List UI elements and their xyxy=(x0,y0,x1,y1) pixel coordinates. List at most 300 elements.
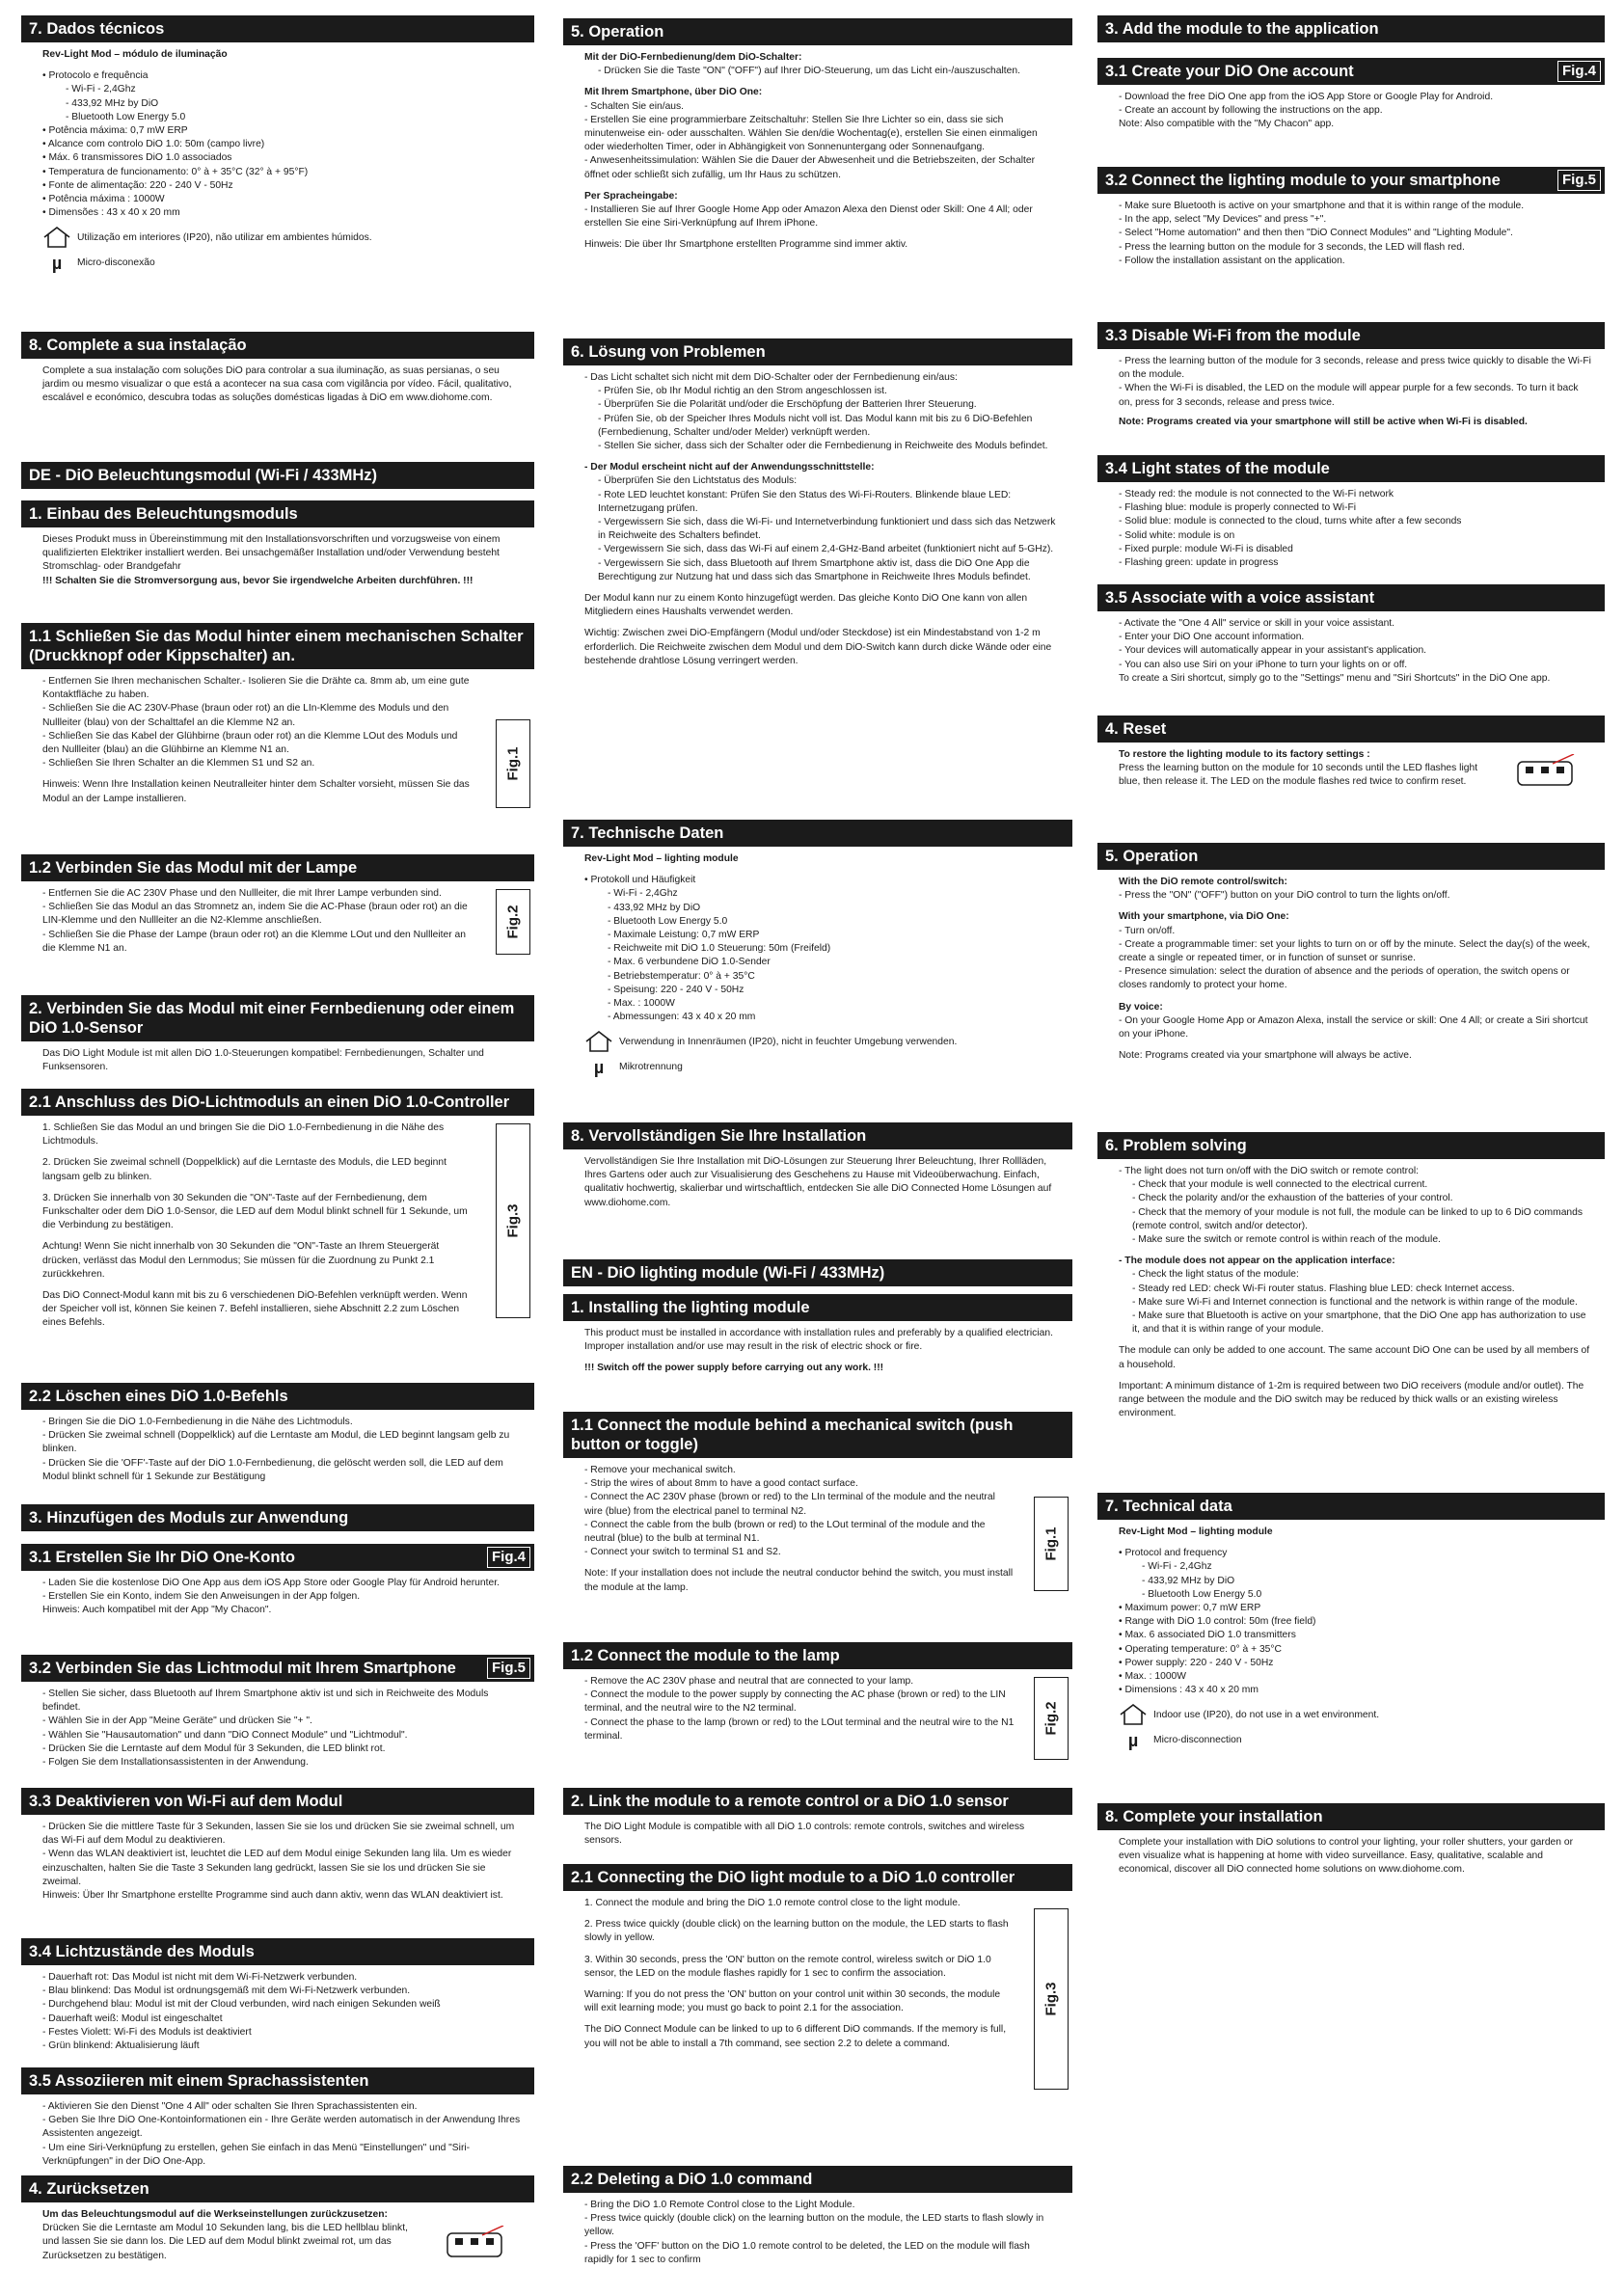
list-item: - Speisung: 220 - 240 V - 50Hz xyxy=(608,984,744,995)
de-h34: 3.4 Lichtzustände des Moduls xyxy=(21,1938,534,1965)
de-product: Rev-Light Mod – lighting module xyxy=(584,853,739,864)
en-s5-t1: With the DiO remote control/switch: xyxy=(1119,877,1287,887)
en-section-4 xyxy=(1097,716,1605,797)
de-s12-list xyxy=(42,887,476,956)
de-s4-title: Um das Beleuchtungsmodul auf die Werkseinstellungen zurückzusetzen: xyxy=(42,2209,388,2220)
de-h35: 3.5 Assoziieren mit einem Sprachassistenten xyxy=(21,2067,534,2094)
list-item: - Schließen Sie das Modul an das Stromnetz an, indem Sie die AC-Phase (braun oder rot) an die LIN-Klemme und den Nullleiter an die N2-Klemme anschließen. xyxy=(42,902,468,927)
de-section-6 xyxy=(563,338,1072,676)
de-s33-list xyxy=(42,1821,521,1903)
list-item: - Activate the "One 4 All" service or skill in your voice assistant. xyxy=(1119,618,1395,629)
list-item: • Dimensões : 43 x 40 x 20 mm xyxy=(42,207,180,219)
list-item: • Protocol and frequency xyxy=(1119,1548,1228,1559)
en-technical-section xyxy=(1097,1493,1605,1750)
en-main: EN - DiO lighting module (Wi-Fi / 433MHz) xyxy=(563,1259,1072,1286)
list-item: - Max. 6 verbundene DiO 1.0-Sender xyxy=(608,957,771,968)
list-item: - Prüfen Sie, ob der Speicher Ihres Moduls nicht voll ist. Das Modul kann mit bis zu 6 DiO-Befehlen (Fernbedienung, Schalter und/oder Melder) verknüpft werden. xyxy=(598,413,1033,438)
list-item: • Temperatura de funcionamento: 0° à + 35°C (32° à + 95°F) xyxy=(42,166,309,177)
en-section-1-1 xyxy=(563,1412,1072,1603)
list-item: - Flashing green: update in progress xyxy=(1119,557,1279,569)
de-h33: 3.3 Deaktivieren von Wi-Fi auf dem Modul xyxy=(21,1788,534,1815)
list-item: • Protokoll und Häufigkeit xyxy=(584,875,696,886)
pt-technical-section xyxy=(21,15,534,273)
en-s6b: - The module does not appear on the application interface: xyxy=(1119,1256,1395,1267)
pt-micro-row xyxy=(42,253,521,273)
list-item: - You can also use Siri on your iPhone to turn your lights on or off. xyxy=(1119,659,1408,670)
en-complete: Complete your installation with DiO solutions to control your lighting, your roller shutters, your garden or even visualize what is happening at home with video surveillance. Easy, qualitative, scalable and economical, discover all DiO connected home solutions on www.diohome.com. xyxy=(1119,1837,1574,1876)
list-item: - Connect the module to the power supply by connecting the AC phase (brown or red) to the LIN terminal, and the neutral wire to the N2 terminal. xyxy=(584,1689,1006,1715)
list-item: - Maximale Leistung: 0,7 mW ERP xyxy=(608,930,760,941)
de-h21: 2.1 Anschluss des DiO-Lichtmoduls an einen DiO 1.0-Controller xyxy=(21,1089,534,1116)
en-p1: This product must be installed in accordance with installation rules and preferably by a qualified electrician. Improper installation and/or use may result in the risk of electric shock or fire. xyxy=(584,1328,1053,1353)
list-item: - Abmessungen: 43 x 40 x 20 mm xyxy=(608,1012,756,1023)
en-product: Rev-Light Mod – lighting module xyxy=(1119,1526,1273,1537)
en-h22: 2.2 Deleting a DiO 1.0 command xyxy=(563,2166,1072,2193)
en-section-3-2 xyxy=(1097,167,1605,268)
de-technical-section xyxy=(563,820,1072,1077)
en-complete-section xyxy=(1097,1803,1605,1885)
en-h31-bar xyxy=(1097,58,1605,85)
pt-h8: 8. Complete a sua instalação xyxy=(21,332,534,359)
de-h31-bar xyxy=(21,1544,534,1571)
list-item: - In the app, select "My Devices" and press "+". xyxy=(1119,214,1327,226)
de-fig4: Fig.4 xyxy=(487,1547,530,1568)
de-s6a-list xyxy=(584,385,1059,453)
list-item: • Alcance com controlo DiO 1.0: 50m (campo livre) xyxy=(42,139,265,150)
list-item: Warning: If you do not press the 'ON' button on your control unit within 30 seconds, the module will exit learning mode; you must go back to point 2.1 for the association. xyxy=(584,1989,1001,2014)
module-reset-icon xyxy=(444,2226,505,2260)
de-s5-note: Hinweis: Die über Ihr Smartphone erstellten Programme sind immer aktiv. xyxy=(584,239,908,251)
de-h32: 3.2 Verbinden Sie das Lichtmodul mit Ihrem Smartphone xyxy=(29,1660,456,1677)
list-item: - Schließen Sie die AC 230V-Phase (braun oder rot) an die LIn-Klemme des Moduls und den Nullleiter (blau) von der Schalttafel an die Klemme N2 an. xyxy=(42,703,449,728)
en-h11: 1.1 Connect the module behind a mechanical switch (push button or toggle) xyxy=(563,1412,1072,1458)
list-item: - Press the 'OFF' button on the DiO 1.0 remote control to be deleted, the LED on the module will flash rapidly for 1 sec to confirm xyxy=(584,2240,1030,2265)
de-section-4 xyxy=(21,2175,534,2271)
en-h6: 6. Problem solving xyxy=(1097,1132,1605,1159)
fig1-box: Fig.1 xyxy=(496,719,530,808)
list-item: - Strip the wires of about 8mm to have a good contact surface. xyxy=(584,1478,858,1490)
en-s6a-list xyxy=(1119,1178,1591,1247)
list-item: • Max. 6 associated DiO 1.0 transmitters xyxy=(1119,1630,1296,1641)
list-item: • Range with DiO 1.0 control: 50m (free field) xyxy=(1119,1616,1316,1628)
de-micro-row xyxy=(584,1057,1059,1077)
list-item: - Festes Violett: Wi-Fi des Moduls ist deaktiviert xyxy=(42,2026,252,2038)
list-item: - Schließen Sie das Kabel der Glühbirne (braun oder rot) an die Klemme LOut des Moduls und den Nullleiter (blau) an die Glühbirne an Klemme N1 an. xyxy=(42,730,458,756)
en-p1b: !!! Switch off the power supply before carrying out any work. !!! xyxy=(584,1363,884,1374)
en-indoor: Indoor use (IP20), do not use in a wet environment. xyxy=(1153,1709,1380,1720)
en-s5b-list xyxy=(1119,925,1591,993)
list-item: - 433,92 MHz by DiO xyxy=(1142,1575,1235,1586)
list-item: - Schalten Sie ein/aus. xyxy=(584,100,685,112)
micro-disconnection-icon: µ xyxy=(593,1057,605,1077)
de-s6a: - Das Licht schaltet sich nicht mit dem DiO-Schalter oder der Fernbedienung ein/aus: xyxy=(584,372,958,383)
list-item: - Make sure the switch or remote control is within reach of the module. xyxy=(1132,1234,1441,1246)
de-s34-list xyxy=(42,1971,521,2053)
en-s35-list xyxy=(1119,617,1591,686)
list-item: Das DiO Connect-Modul kann mit bis zu 6 verschiedenen DiO-Befehlen verknüpft werden. Wenn der Speicher voll ist, können Sie keinen 7. Befehl installieren, siehe Abschnitt 2.2 zum Löschen eines Befehls. xyxy=(42,1290,468,1329)
list-item: - Flashing blue: module is properly connected to Wi-Fi xyxy=(1119,502,1357,514)
list-item: - Presence simulation: select the duration of absence and the periods of operation, the switch opens or closes randomly to protect your home. xyxy=(1119,966,1570,991)
list-item: - Create a programmable timer: set your lights to turn on or off by the minute. Select the day(s) of the week, create a single or repeated timer, or in function of sunset or sunrise. xyxy=(1119,938,1590,964)
list-item: - Connect the AC 230V phase (brown or red) to the LIn terminal of the module and the neutral wire (blue) from the electrical panel to terminal N2. xyxy=(584,1492,995,1517)
en-h1: 1. Installing the lighting module xyxy=(563,1294,1072,1321)
de-indoor: Verwendung in Innenräumen (IP20), nicht in feuchter Umgebung verwenden. xyxy=(619,1036,958,1047)
list-item: - Vergewissern Sie sich, dass die Wi-Fi- und Internetverbindung funktioniert und dass sich das Netzwerk in Reichweite des Schalters befindet. xyxy=(598,517,1056,542)
de-indoor-row xyxy=(584,1030,1059,1054)
en-section-1 xyxy=(563,1294,1072,1384)
list-item: - Entfernen Sie Ihren mechanischen Schalter.- Isolieren Sie die Drähte ca. 8mm ab, um eine gute Kontaktfläche zu haben. xyxy=(42,676,470,701)
de-p1: Dieses Produkt muss in Übereinstimmung mit den Installationsvorschriften und vorzugsweise von einem qualifizierten Elektriker installiert werden. Bei unsachgemäßer Installation und/oder Verwendung besteht Stromschlag- oder Brandgefahr xyxy=(42,534,501,573)
list-item: - Bluetooth Low Energy 5.0 xyxy=(1142,1588,1262,1600)
list-item: • Power supply: 220 - 240 V - 50Hz xyxy=(1119,1657,1274,1668)
list-item: - Bring the DiO 1.0 Remote Control close to the Light Module. xyxy=(584,2200,855,2210)
list-item: - Erstellen Sie ein Konto, indem Sie den Anweisungen in der App folgen. xyxy=(42,1591,361,1603)
de-s21-list xyxy=(42,1121,476,1331)
en-h2: 2. Link the module to a remote control or a DiO 1.0 sensor xyxy=(563,1788,1072,1815)
de-s5b-list xyxy=(584,100,1059,182)
en-s33-note: Note: Programs created via your smartphone will still be active when Wi-Fi is disabled. xyxy=(1119,416,1528,427)
list-item: - Make sure that Bluetooth is active on your smartphone, that the DiO One app has authorization to use it, and that it is within range of your module. xyxy=(1132,1310,1586,1336)
de-main: DE - DiO Beleuchtungsmodul (Wi-Fi / 433MHz) xyxy=(21,462,534,489)
de-section-3 xyxy=(21,1504,534,1531)
en-indoor-row xyxy=(1119,1703,1591,1727)
de-h5: 5. Operation xyxy=(563,18,1072,45)
de-s35-list xyxy=(42,2100,521,2169)
list-item: - Laden Sie die kostenlose DiO One App aus dem iOS App Store oder Google Play für Android herunter. xyxy=(42,1578,500,1588)
en-s6d: Important: A minimum distance of 1-2m is required between two DiO receivers (module and/or outlet). The range between the module and the DiO switch may be reduced by thick walls or an existing wireless environment. xyxy=(1119,1380,1584,1419)
en-h3: 3. Add the module to the application xyxy=(1097,15,1605,42)
fig2-box: Fig.2 xyxy=(1034,1677,1069,1760)
de-section-2-1 xyxy=(21,1089,534,1338)
de-micro: Mikrotrennung xyxy=(619,1061,683,1072)
list-item: - Blau blinkend: Das Modul ist ordnungsgemäß mit dem Wi-Fi-Netzwerk verbunden. xyxy=(42,1985,411,1997)
de-s4: Drücken Sie die Lerntaste am Modul 10 Sekunden lang, bis die LED hellblau blinkt, und lassen Sie sie dann los. Die LED auf dem Modul blinkt zweimal rot, um das Zurücksetzen zu bestätigen. xyxy=(42,2223,408,2261)
en-section-2-1 xyxy=(563,1864,1072,2059)
de-s5a: - Drücken Sie die Taste "ON" ("OFF") auf Ihrer DiO-Steuerung, um das Licht ein-/auszuschalten. xyxy=(598,66,1020,77)
list-item: - Wenn das WLAN deaktiviert ist, leuchtet die LED auf dem Modul einige Sekunden lang lila. Um es wieder einzuschalten, halten Sie die Taste 3 Sekunden lang gedrückt, lassen Sie sie los und drücken Sie sie zweimal. xyxy=(42,1849,512,1887)
pt-tech-body xyxy=(21,42,534,273)
de-h31: 3.1 Erstellen Sie Ihr DiO One-Konto xyxy=(29,1549,295,1566)
de-p2: Das DiO Light Module ist mit allen DiO 1.0-Steuerungen kompatibel: Fernbedienungen, Schalter und Funksensoren. xyxy=(42,1048,484,1073)
de-s5-t2: Mit Ihrem Smartphone, über DiO One: xyxy=(584,87,763,98)
list-item: - Entfernen Sie die AC 230V Phase und den Nullleiter, die mit Ihrer Lampe verbunden sind. xyxy=(42,888,442,899)
list-item: - Vergewissern Sie sich, dass Bluetooth auf Ihrem Smartphone aktiv ist, dass die DiO One App die Berechtigung zur Nutzung hat und dass sich das Smartphone in Reichweite Ihres Moduls befindet. xyxy=(598,557,1031,582)
en-p2: The DiO Light Module is compatible with all DiO 1.0 controls: remote controls, switches and wireless sensors. xyxy=(584,1822,1025,1847)
list-item: • Máx. 6 transmissores DiO 1.0 associados xyxy=(42,152,232,164)
list-item: - Wählen Sie in der App "Meine Geräte" und drücken Sie "+ ". xyxy=(42,1715,312,1727)
pt-indoor-row xyxy=(42,226,521,250)
list-item: - Wi-Fi - 2,4Ghz xyxy=(66,84,136,95)
pt-complete: Complete a sua instalação com soluções DiO para controlar a sua iluminação, as suas persianas, o seu jardim ou mesmo visualizar o que está a acontecer na sua casa com vigilância por vídeo. Fácil, qualitativo, escalável e económico, descubra todas as soluções domésticas ligadas à DiO em www.diohome.com. xyxy=(42,365,512,404)
en-section-3-1 xyxy=(1097,58,1605,132)
list-item: - Geben Sie Ihre DiO One-Kontoinformationen ein - Ihre Geräte werden automatisch in der Anwendung Ihres Assistenten angezeigt. xyxy=(42,2115,521,2140)
list-item: - Connect the cable from the bulb (brown or red) to the LOut terminal of the module and the neutral (blue) to the bulb at terminal N1. xyxy=(584,1519,986,1545)
en-s5-t2: With your smartphone, via DiO One: xyxy=(1119,911,1289,923)
list-item: - Überprüfen Sie die Polarität und/oder die Erschöpfung der Batterien Ihrer Steuerung. xyxy=(598,399,977,411)
micro-disconnection-icon: µ xyxy=(51,253,63,273)
list-item: - Drücken Sie die 'OFF'-Taste auf der DiO 1.0-Fernbedienung, die gelöscht werden soll, die LED auf dem Modul blinkt schnell für 1 Sekunde zur Bestätigung xyxy=(42,1457,503,1482)
list-item: - Enter your DiO One account information. xyxy=(1119,632,1305,643)
en-section-3-3 xyxy=(1097,322,1605,437)
list-item: - Steady red LED: check Wi-Fi router status. Flashing blue LED: check Internet access. xyxy=(1132,1283,1515,1294)
list-item: • Maximum power: 0,7 mW ERP xyxy=(1119,1603,1261,1614)
pt-spec-list xyxy=(42,69,521,220)
list-item: - Aktivieren Sie den Dienst "One 4 All" oder schalten Sie Ihren Sprachassistenten ein. xyxy=(42,2101,418,2112)
de-h1: 1. Einbau des Beleuchtungsmoduls xyxy=(21,500,534,527)
de-section-1-2 xyxy=(21,854,534,956)
de-s31-list xyxy=(42,1577,521,1618)
list-item: - Stellen Sie sicher, dass Bluetooth auf Ihrem Smartphone aktiv ist und sich in Reichweite des Moduls befindet. xyxy=(42,1688,489,1714)
de-s11-note: Hinweis: Wenn Ihre Installation keinen Neutralleiter hinter dem Schalter vorsieht, müssen Sie das Modul an der Lampe installieren. xyxy=(42,779,470,804)
de-section-2-2 xyxy=(21,1383,534,1484)
list-item: - Make sure Wi-Fi and Internet connection is functional and the network is within range of the module. xyxy=(1132,1296,1578,1308)
list-item: The DiO Connect Module can be linked to up to 6 different DiO commands. If the memory is full, you will not be able to install a 7th command, see section 2.2 to delete a command. xyxy=(584,2024,1007,2049)
list-item: Achtung! Wenn Sie nicht innerhalb von 30 Sekunden die "ON"-Taste an Ihrem Steuergerät drücken, verlässt das Modul den Lernmodus; Sie müssen für die Zuordnung zu Punkt 2.1 zurückkehren. xyxy=(42,1241,440,1280)
en-h21: 2.1 Connecting the DiO light module to a DiO 1.0 controller xyxy=(563,1864,1072,1891)
list-item: - Folgen Sie dem Installationsassistenten in der Anwendung. xyxy=(42,1757,309,1769)
de-s11-list xyxy=(42,675,476,770)
list-item: - Bringen Sie die DiO 1.0-Fernbedienung in die Nähe des Lichtmoduls. xyxy=(42,1417,353,1427)
de-h3: 3. Hinzufügen des Moduls zur Anwendung xyxy=(21,1504,534,1531)
de-h7: 7. Technische Daten xyxy=(563,820,1072,847)
de-fig5: Fig.5 xyxy=(487,1658,530,1679)
fig3-box: Fig.3 xyxy=(1034,1908,1069,2090)
fig2-box: Fig.2 xyxy=(496,889,530,955)
list-item: Note: Also compatible with the "My Chacon" app. xyxy=(1119,119,1335,130)
de-h12: 1.2 Verbinden Sie das Modul mit der Lampe xyxy=(21,854,534,881)
de-section-3-1 xyxy=(21,1544,534,1618)
list-item: - Drücken Sie die Lerntaste auf dem Modul für 3 Sekunden, die LED blinkt rot. xyxy=(42,1742,386,1754)
list-item: - Prüfen Sie, ob Ihr Modul richtig an den Strom angeschlossen ist. xyxy=(598,386,887,397)
en-s5a: - Press the "ON" ("OFF") button on your DiO control to turn the lights on/off. xyxy=(1119,890,1450,902)
en-h34: 3.4 Light states of the module xyxy=(1097,455,1605,482)
list-item: - Schließen Sie Ihren Schalter an die Klemmen S1 und S2 an. xyxy=(42,758,315,770)
list-item: - Press twice quickly (double click) on the learning button on the module, the LED starts to flash slowly in yellow. xyxy=(584,2213,1044,2238)
list-item: - Dauerhaft weiß: Modul ist eingeschaltet xyxy=(42,2012,223,2024)
list-item: • Fonte de alimentação: 220 - 240 V - 50Hz xyxy=(42,179,233,191)
list-item: - Follow the installation assistant on the application. xyxy=(1119,255,1345,266)
en-h32-bar xyxy=(1097,167,1605,194)
en-s6a: - The light does not turn on/off with the DiO switch or remote control: xyxy=(1119,1166,1419,1176)
de-p1b: !!! Schalten Sie die Stromversorgung aus, bevor Sie irgendwelche Arbeiten durchführen. !!! xyxy=(42,575,474,586)
list-item: - Check the polarity and/or the exhaustion of the batteries of your control. xyxy=(1132,1193,1453,1204)
list-item: - Remove the AC 230V phase and neutral that are connected to your lamp. xyxy=(584,1676,914,1687)
list-item: - Solid white: module is on xyxy=(1119,529,1235,541)
de-s6d: Wichtig: Zwischen zwei DiO-Empfängern (Modul und/oder Steckdose) ist ein Mindestabstand von 1-2 m erforderlich. Die Reichweite zwischen dem Modul und dem DiO-Switch kann durch dicke Wände oder eine bestehende drahtlose Lösung verringert werden. xyxy=(584,628,1052,666)
list-item: - Create an account by following the instructions on the app. xyxy=(1119,105,1383,117)
list-item: - Anwesenheitssimulation: Wählen Sie die Dauer der Abwesenheit und die Betriebszeiten, der Schalter öffnet oder schließt sich zufällig, um Ihr Haus zu schützen. xyxy=(584,155,1036,180)
list-item: - Reichweite mit DiO 1.0 Steuerung: 50m (Freifeld) xyxy=(608,943,831,955)
list-item: - Rote LED leuchtet konstant: Prüfen Sie den Status des Wi-Fi-Routers. Blinkende blaue LED: Internetzugang prüfen. xyxy=(598,489,1012,514)
en-s5-t3: By voice: xyxy=(1119,1001,1163,1013)
de-section-1-1 xyxy=(21,623,534,814)
de-h4: 4. Zurücksetzen xyxy=(21,2175,534,2202)
list-item: - Select "Home automation" and then then "DiO Connect Modules" and "Lighting Module". xyxy=(1119,228,1513,239)
en-micro: Micro-disconnection xyxy=(1153,1734,1242,1745)
list-item: - Wi-Fi - 2,4Ghz xyxy=(1142,1561,1212,1573)
en-s11-note: Note: If your installation does not include the neutral conductor behind the switch, you must install the module at the lamp. xyxy=(584,1568,1014,1593)
de-h6: 6. Lösung von Problemen xyxy=(563,338,1072,365)
list-item: - Turn on/off. xyxy=(1119,925,1176,936)
de-section-5 xyxy=(563,18,1072,260)
list-item: - Make sure Bluetooth is active on your smartphone and that it is within range of the module. xyxy=(1119,201,1525,211)
list-item: - Press the learning button on the module for 3 seconds, the LED will flash red. xyxy=(1119,241,1465,253)
list-item: - Überprüfen Sie den Lichtstatus des Moduls: xyxy=(598,475,798,487)
en-section-2 xyxy=(563,1788,1072,1855)
list-item: - Grün blinkend: Aktualisierung läuft xyxy=(42,2040,200,2052)
de-section-3-5 xyxy=(21,2067,534,2169)
en-section-6 xyxy=(1097,1132,1605,1428)
de-section-2 xyxy=(21,995,534,1082)
list-item: - Bluetooth Low Energy 5.0 xyxy=(608,915,728,927)
list-item: - Um eine Siri-Verknüpfung zu erstellen, gehen Sie einfach in das Menü "Einstellungen" und "Siri-Verknüpfungen" in der DiO One-App. xyxy=(42,2142,471,2167)
en-h32: 3.2 Connect the lighting module to your smartphone xyxy=(1105,172,1501,189)
list-item: - Bluetooth Low Energy 5.0 xyxy=(66,111,186,122)
en-s22-list xyxy=(584,2199,1059,2267)
en-h33: 3.3 Disable Wi-Fi from the module xyxy=(1097,322,1605,349)
de-spec-list xyxy=(584,874,1059,1024)
pt-indoor: Utilização em interiores (IP20), não utilizar em ambientes húmidos. xyxy=(77,231,372,243)
de-section-1 xyxy=(21,500,534,596)
list-item: - Connect your switch to terminal S1 and S2. xyxy=(584,1547,781,1558)
en-h31: 3.1 Create your DiO One account xyxy=(1105,63,1354,80)
list-item: 1. Connect the module and bring the DiO 1.0 remote control close to the light module. xyxy=(584,1898,961,1908)
en-section-3-4 xyxy=(1097,455,1605,570)
en-h5: 5. Operation xyxy=(1097,843,1605,870)
de-section-3-4 xyxy=(21,1938,534,2053)
list-item: - Your devices will automatically appear in your assistant's application. xyxy=(1119,645,1427,657)
list-item: • Potência máxima : 1000W xyxy=(42,194,165,205)
en-section-5 xyxy=(1097,843,1605,1070)
en-s4: Press the learning button on the module for 10 seconds until the LED flashes light blue, then release it. The LED on the module flashes red twice to confirm reset. xyxy=(1119,763,1478,788)
en-s33-list xyxy=(1119,355,1591,410)
en-section-3-5 xyxy=(1097,584,1605,686)
de-section-3-3 xyxy=(21,1788,534,1903)
list-item: 2. Press twice quickly (double click) on the learning button on the module, the LED starts to flash slowly in yellow. xyxy=(584,1919,1009,1944)
en-s6c: The module can only be added to one account. The same account DiO One can be used by all members of a household. xyxy=(1119,1345,1590,1370)
de-h32-bar xyxy=(21,1655,534,1682)
list-item: - Wi-Fi - 2,4Ghz xyxy=(608,888,678,900)
en-fig4: Fig.4 xyxy=(1557,61,1601,82)
de-h22: 2.2 Löschen eines DiO 1.0-Befehls xyxy=(21,1383,534,1410)
pt-h7: 7. Dados técnicos xyxy=(21,15,534,42)
en-s21-list xyxy=(584,1897,1015,2051)
list-item: • Potência máxima: 0,7 mW ERP xyxy=(42,125,188,137)
fig3-box: Fig.3 xyxy=(496,1123,530,1318)
list-item: - Solid blue: module is connected to the cloud, turns white after a few seconds xyxy=(1119,516,1462,527)
list-item: • Operating temperature: 0° à + 35°C xyxy=(1119,1643,1282,1655)
list-item: - Max. : 1000W xyxy=(608,998,675,1010)
en-h7: 7. Technical data xyxy=(1097,1493,1605,1520)
list-item: • Protocolo e frequência xyxy=(42,70,149,82)
list-item: - Erstellen Sie eine programmierbare Zeitschaltuhr: Stellen Sie Ihre Lichter so ein, dass sie sich minutenweise ein- oder ausschalten. Wählen Sie den/die Wochentag(e), erstellen Sie einen einmaligen oder wiederholten Timer, oder in Abhängigkeit von Sonnenuntergang oder Sonnenaufgang. xyxy=(584,114,1038,153)
house-icon xyxy=(42,226,71,250)
en-s11-list xyxy=(584,1464,1015,1559)
en-h35: 3.5 Associate with a voice assistant xyxy=(1097,584,1605,611)
en-h12: 1.2 Connect the module to the lamp xyxy=(563,1642,1072,1669)
en-spec-list xyxy=(1119,1547,1591,1697)
pt-micro: Micro-disconexão xyxy=(77,257,155,268)
en-main-header xyxy=(563,1259,1072,1286)
list-item: - Steady red: the module is not connected to the Wi-Fi network xyxy=(1119,489,1394,500)
pt-product: Rev-Light Mod – módulo de iluminação xyxy=(42,49,228,60)
micro-disconnection-icon: µ xyxy=(1127,1730,1139,1750)
de-complete-section xyxy=(563,1122,1072,1218)
list-item: To create a Siri shortcut, simply go to the "Settings" menu and "Siri Shortcuts" in the DiO One app. xyxy=(1119,672,1551,684)
list-item: - 433,92 MHz by DiO xyxy=(66,97,159,109)
list-item: - Drücken Sie die mittlere Taste für 3 Sekunden, lassen Sie sie los und drücken Sie sie zweimal schnell, um das Wi-Fi auf dem Modul zu deaktivieren. xyxy=(42,1822,515,1847)
en-s31-list xyxy=(1119,91,1591,132)
list-item: - Drücken Sie zweimal schnell (Doppelklick) auf die Lerntaste am Modul, die LED beginnt langsam gelb zu blinken. xyxy=(42,1430,510,1455)
en-s5c: - On your Google Home App or Amazon Alexa, install the service or skill: One 4 All; or create a Siri shortcut on your iPhone. xyxy=(1119,1014,1588,1040)
en-micro-row xyxy=(1119,1730,1591,1750)
en-section-3 xyxy=(1097,15,1605,42)
en-h4: 4. Reset xyxy=(1097,716,1605,743)
list-item: Hinweis: Auch kompatibel mit der App "My Chacon". xyxy=(42,1605,272,1616)
fig1-box: Fig.1 xyxy=(1034,1497,1069,1591)
list-item: Hinweis: Über Ihr Smartphone erstellte Programme sind auch dann aktiv, wenn das WLAN deaktiviert ist. xyxy=(42,1890,503,1902)
de-complete: Vervollständigen Sie Ihre Installation mit DiO-Lösungen zur Steuerung Ihrer Beleuchtung, Ihrer Rollläden, Ihres Gartens oder auch zur Visualisierung des Geschehens zu Hause mit Videoüberwachung. Einfach, qualitativ hochwertig, skalierbar und wirtschaftlich, entdecken Sie alle DiO Connected Home Lösungen auf www.diohome.com. xyxy=(584,1156,1052,1208)
list-item: - Dauerhaft rot: Das Modul ist nicht mit dem Wi-Fi-Netzwerk verbunden. xyxy=(42,1972,358,1983)
de-s22-list xyxy=(42,1416,521,1484)
list-item: 3. Within 30 seconds, press the 'ON' button on the remote control, wireless switch or DiO 1.0 sensor, the LED on the module flashes rapidly for 1 sec to confirm the association. xyxy=(584,1954,991,1979)
en-fig5: Fig.5 xyxy=(1557,170,1601,191)
list-item: - Stellen Sie sicher, dass sich der Schalter oder die Fernbedienung in Reichweite des Moduls befindet. xyxy=(598,441,1048,452)
en-s34-list xyxy=(1119,488,1591,570)
list-item: - When the Wi-Fi is disabled, the LED on the module will appear purple for a few seconds. To turn it back on, press for 3 seconds, release and press twice. xyxy=(1119,383,1579,408)
list-item: 1. Schließen Sie das Modul an und bringen Sie die DiO 1.0-Fernbedienung in die Nähe des Lichtmoduls. xyxy=(42,1122,445,1148)
de-s6b: - Der Modul erscheint nicht auf der Anwendungsschnittstelle: xyxy=(584,462,875,473)
list-item: - Vergewissern Sie sich, dass das Wi-Fi auf einem 2,4-GHz-Band arbeitet (funktioniert nicht auf 5-GHz). xyxy=(598,544,1054,555)
house-icon xyxy=(1119,1703,1148,1727)
en-s32-list xyxy=(1119,200,1591,268)
de-h2: 2. Verbinden Sie das Modul mit einer Fernbedienung oder einem DiO 1.0-Sensor xyxy=(21,995,534,1041)
list-item: • Max. : 1000W xyxy=(1119,1671,1186,1683)
de-s6c: Der Modul kann nur zu einem Konto hinzugefügt werden. Das gleiche Konto DiO One kann von allen Mitgliedern eines Haushalts verwendet werden. xyxy=(584,593,1028,618)
list-item: - Connect the phase to the lamp (brown or red) to the LOut terminal and the neutral wire to the N1 terminal. xyxy=(584,1716,1015,1742)
list-item: • Dimensions : 43 x 40 x 20 mm xyxy=(1119,1685,1259,1696)
en-section-1-2 xyxy=(563,1642,1072,1743)
en-s4-title: To restore the lighting module to its factory settings : xyxy=(1119,749,1370,760)
de-h11: 1.1 Schließen Sie das Modul hinter einem mechanischen Schalter (Druckknopf oder Kippschalter) an. xyxy=(21,623,534,669)
pt-complete-section xyxy=(21,332,534,414)
de-main-header xyxy=(21,462,534,489)
module-reset-icon xyxy=(1514,754,1576,789)
list-item: - Schließen Sie die Phase der Lampe (braun oder rot) an die Klemme LOut und den Nullleiter an die Klemme N1 an. xyxy=(42,929,467,954)
list-item: 3. Drücken Sie innerhalb von 30 Sekunden die "ON"-Taste auf der Fernbedienung, dem Funkschalter oder dem DiO 1.0-Sensor, die LED auf dem Modul blinkt schnell für 1 Sekunde, um die Verbindung zu bestätigen. xyxy=(42,1192,468,1231)
de-h8: 8. Vervollständigen Sie Ihre Installation xyxy=(563,1122,1072,1149)
en-s6b-list xyxy=(1119,1268,1591,1337)
list-item: - Press the learning button of the module for 3 seconds, release and press twice quickly to disable the Wi-Fi on the module. xyxy=(1119,356,1591,381)
list-item: - Betriebstemperatur: 0° à + 35°C xyxy=(608,970,755,982)
de-s5-t3: Per Spracheingabe: xyxy=(584,190,678,202)
de-s5-t1: Mit der DiO-Fernbedienung/dem DiO-Schalter: xyxy=(584,52,802,63)
list-item: - Check the light status of the module: xyxy=(1132,1269,1299,1281)
de-s32-list xyxy=(42,1688,521,1769)
en-section-2-2 xyxy=(563,2166,1072,2267)
en-s5-note: Note: Programs created via your smartphone will always be active. xyxy=(1119,1050,1412,1062)
en-h8: 8. Complete your installation xyxy=(1097,1803,1605,1830)
list-item: - Download the free DiO One app from the iOS App Store or Google Play for Android. xyxy=(1119,92,1494,102)
de-s6b-list xyxy=(584,474,1059,584)
list-item: - 433,92 MHz by DiO xyxy=(608,902,701,913)
de-section-3-2 xyxy=(21,1655,534,1769)
house-icon xyxy=(584,1030,613,1054)
list-item: - Fixed purple: module Wi-Fi is disabled xyxy=(1119,543,1293,554)
list-item: 2. Drücken Sie zweimal schnell (Doppelklick) auf die Lerntaste des Moduls, die LED beginnt langsam gelb zu blinken. xyxy=(42,1157,447,1182)
list-item: - Remove your mechanical switch. xyxy=(584,1465,736,1475)
de-s5c: - Installieren Sie auf Ihrer Google Home App oder Amazon Alexa den Dienst oder Skill: One 4 All; oder erstellen Sie eine Siri-Verknüpfung auf Ihrem iPhone. xyxy=(584,204,1033,230)
